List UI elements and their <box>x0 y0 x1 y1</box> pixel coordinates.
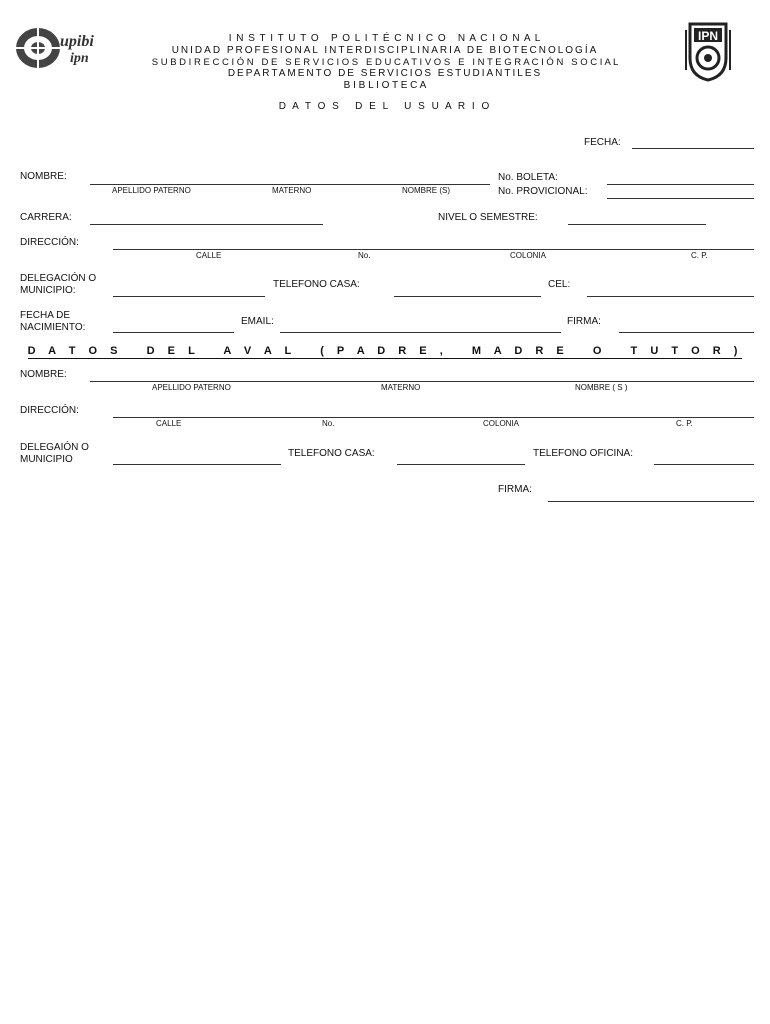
colonia-caption: COLONIA <box>510 251 547 260</box>
svg-text:upibi: upibi <box>60 33 94 50</box>
aval-no-caption: No. <box>322 419 335 428</box>
cel-label: CEL: <box>548 279 571 290</box>
provisional-input-line[interactable] <box>607 198 754 199</box>
aval-calle-caption: CALLE <box>156 419 182 428</box>
telefono-casa-label: TELEFONO CASA: <box>273 279 360 290</box>
aval-cp-caption: C. P. <box>676 419 693 428</box>
nombre-label: NOMBRE: <box>20 171 67 182</box>
header-institute: I N S T I T U T O P O L I T É C N I C O N A C I O N A L <box>228 33 542 44</box>
delegacion-label-line1: DELEGACIÓN O <box>20 273 97 284</box>
header-unit: UNIDAD PROFESIONAL INTERDISCIPLINARIA DE BIOTECNOLOGÍA <box>171 45 599 56</box>
aval-apellido-paterno-caption: APELLIDO PATERNO <box>152 383 231 392</box>
nivel-label: NIVEL O SEMESTRE: <box>438 212 538 223</box>
email-label: EMAIL: <box>241 316 274 327</box>
aval-nombres-caption: NOMBRE ( S ) <box>575 383 628 392</box>
delegacion-label-line2: MUNICIPIO: <box>20 285 76 296</box>
aval-telefono-casa-label: TELEFONO CASA: <box>288 448 375 459</box>
section-title-aval-text: D A T O S D E L A V A L ( P A D R E , M A D R E O T U T O R ) <box>27 345 743 357</box>
section-title-aval <box>0 345 770 357</box>
materno-caption: MATERNO <box>272 186 312 195</box>
provisional-label: No. PROVICIONAL: <box>498 186 588 197</box>
aval-direccion-label: DIRECCIÓN: <box>20 405 79 416</box>
fecha-label: FECHA: <box>584 137 621 148</box>
aval-materno-caption: MATERNO <box>381 383 421 392</box>
section-title-usuario: D A T O S D E L U S U A R I O <box>278 101 492 112</box>
svg-text:ipn: ipn <box>70 51 89 66</box>
nivel-input-line[interactable] <box>568 224 706 225</box>
fecha-nacimiento-label-line1: FECHA DE <box>20 310 71 321</box>
aval-nombre-input-line[interactable] <box>90 381 754 382</box>
cp-caption: C. P. <box>691 251 708 260</box>
no-caption: No. <box>358 251 371 260</box>
direccion-label: DIRECCIÓN: <box>20 237 79 248</box>
aval-nombre-label: NOMBRE: <box>20 369 67 380</box>
delegacion-input-line[interactable] <box>113 296 265 297</box>
aval-telefono-casa-input-line[interactable] <box>397 464 525 465</box>
firma-input-line[interactable] <box>619 332 754 333</box>
boleta-label: No. BOLETA: <box>498 172 558 183</box>
boleta-input-line[interactable] <box>607 184 754 185</box>
header-library: B I B L I O T E C A <box>343 80 427 91</box>
carrera-label: CARRERA: <box>20 212 72 223</box>
cel-input-line[interactable] <box>587 296 754 297</box>
firma-label: FIRMA: <box>567 316 601 327</box>
nombre-input-line[interactable] <box>90 184 490 185</box>
aval-delegacion-label-line1: DELEGAIÓN O <box>20 442 89 453</box>
svg-text:IPN: IPN <box>697 29 719 43</box>
header-subdirection: S U B D I R E C C I Ó N D E S E R V I C I O S E D U C A T I V O S E I N T E G R A C I Ó N S O C I A L <box>151 57 619 68</box>
apellido-paterno-caption: APELLIDO PATERNO <box>112 186 191 195</box>
aval-direccion-input-line[interactable] <box>113 417 754 418</box>
fecha-input-line[interactable] <box>632 148 754 149</box>
header-department: DEPARTAMENTO DE SERVICIOS ESTUDIANTILES <box>227 68 543 79</box>
fecha-nacimiento-input-line[interactable] <box>113 332 234 333</box>
aval-firma-input-line[interactable] <box>548 501 754 502</box>
aval-delegacion-input-line[interactable] <box>113 464 281 465</box>
aval-telefono-oficina-label: TELEFONO OFICINA: <box>533 448 634 459</box>
carrera-input-line[interactable] <box>90 224 323 225</box>
aval-telefono-oficina-input-line[interactable] <box>654 464 754 465</box>
nombres-caption: NOMBRE (S) <box>402 186 450 195</box>
calle-caption: CALLE <box>196 251 222 260</box>
telefono-casa-input-line[interactable] <box>394 296 541 297</box>
fecha-nacimiento-label-line2: NACIMIENTO: <box>20 322 86 333</box>
aval-delegacion-label-line2: MUNICIPIO <box>20 454 73 465</box>
direccion-input-line[interactable] <box>113 249 754 250</box>
email-input-line[interactable] <box>280 332 561 333</box>
aval-firma-label: FIRMA: <box>498 484 532 495</box>
aval-colonia-caption: COLONIA <box>483 419 520 428</box>
